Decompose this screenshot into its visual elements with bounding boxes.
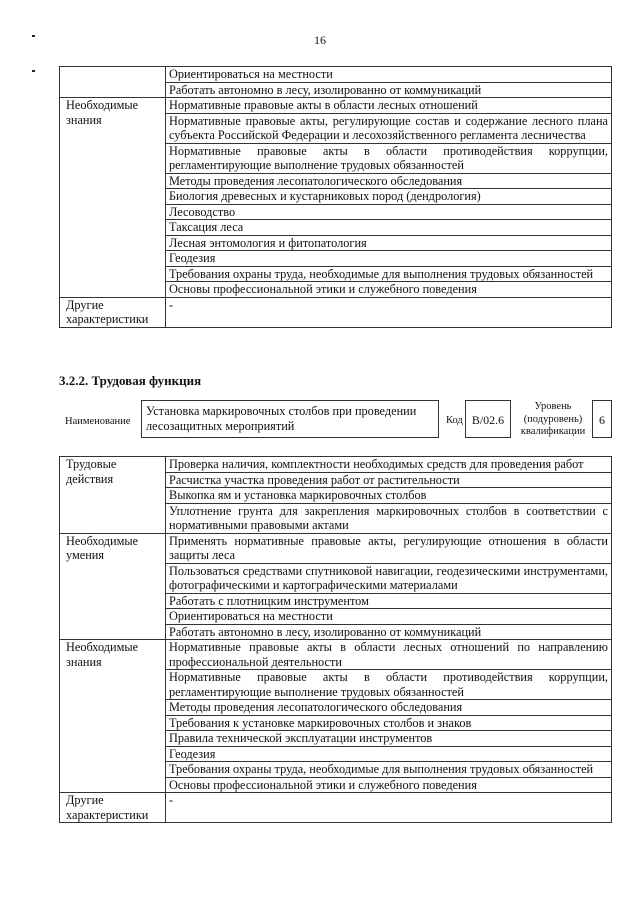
row-item: Применять нормативные правовые акты, регулирующие отношения в области защиты леса bbox=[166, 533, 612, 563]
code-label: Код bbox=[446, 415, 463, 426]
row-item: Методы проведения лесопатологического обследования bbox=[166, 173, 612, 189]
row-item: Нормативные правовые акты в области противодействия коррупции, регламентирующие выполнение трудовых обязанностей bbox=[166, 143, 612, 173]
margin-mark bbox=[32, 35, 35, 37]
row-item: Методы проведения лесопатологического обследования bbox=[166, 700, 612, 716]
function-name-box bbox=[141, 400, 439, 438]
level-value: 6 bbox=[599, 413, 605, 427]
row-item: Геодезия bbox=[166, 746, 612, 762]
table-row bbox=[60, 98, 612, 114]
row-item: Требования охраны труда, необходимые для выполнения трудовых обязанностей bbox=[166, 266, 612, 282]
row-item: Основы профессиональной этики и служебного поведения bbox=[166, 282, 612, 298]
table-row bbox=[60, 640, 612, 670]
row-label: Трудовые действия bbox=[60, 457, 166, 534]
row-item: Лесная энтомология и фитопатология bbox=[166, 235, 612, 251]
row-item: Геодезия bbox=[166, 251, 612, 267]
row-label bbox=[60, 67, 166, 98]
name-label: Наименование bbox=[65, 416, 131, 427]
row-item: Работать автономно в лесу, изолированно от коммуникаций bbox=[166, 82, 612, 98]
row-label: Необходимые умения bbox=[60, 533, 166, 640]
row-item: Требования охраны труда, необходимые для выполнения трудовых обязанностей bbox=[166, 762, 612, 778]
row-label: Необходимые знания bbox=[60, 640, 166, 793]
row-item: Ориентироваться на местности bbox=[166, 67, 612, 83]
requirements-table-2 bbox=[59, 456, 612, 823]
row-item: Биология древесных и кустарниковых пород (дендрология) bbox=[166, 189, 612, 205]
row-item: Таксация леса bbox=[166, 220, 612, 236]
table-row bbox=[60, 533, 612, 563]
row-item: Нормативные правовые акты в области лесных отношений bbox=[166, 98, 612, 114]
row-item: Правила технической эксплуатации инструментов bbox=[166, 731, 612, 747]
table-row bbox=[60, 67, 612, 83]
row-label: Другие характеристики bbox=[60, 297, 166, 327]
page-number: 16 bbox=[314, 33, 326, 47]
row-item: Проверка наличия, комплектности необходимых средств для проведения работ bbox=[166, 457, 612, 473]
table-row bbox=[60, 793, 612, 823]
row-label: Необходимые знания bbox=[60, 98, 166, 298]
row-item: - bbox=[166, 297, 612, 327]
row-item: Нормативные правовые акты в области лесных отношений по направлению профессиональной деятельности bbox=[166, 640, 612, 670]
row-item: Основы профессиональной этики и служебного поведения bbox=[166, 777, 612, 793]
row-item: Требования к установке маркировочных столбов и знаков bbox=[166, 715, 612, 731]
row-item: Пользоваться средствами спутниковой навигации, геодезическими инструментами, фотографическими и картографическими материалами bbox=[166, 563, 612, 593]
level-box bbox=[592, 400, 612, 438]
table-row bbox=[60, 457, 612, 473]
row-item: Лесоводство bbox=[166, 204, 612, 220]
section-title: 3.2.2. Трудовая функция bbox=[59, 373, 202, 388]
code-box bbox=[465, 400, 511, 438]
row-label: Другие характеристики bbox=[60, 793, 166, 823]
function-name: Установка маркировочных столбов при проведении лесозащитных мероприятий bbox=[146, 404, 417, 433]
row-item: Расчистка участка проведения работ от растительности bbox=[166, 472, 612, 488]
row-item: Ориентироваться на местности bbox=[166, 609, 612, 625]
level-label: Уровень (подуровень) квалификации bbox=[520, 401, 586, 437]
row-item: Работать с плотницким инструментом bbox=[166, 593, 612, 609]
row-item: Уплотнение грунта для закрепления маркировочных столбов в соответствии с нормативными правовыми актами bbox=[166, 503, 612, 533]
row-item: Нормативные правовые акты, регулирующие состав и содержание лесного плана субъекта Российской Федерации и лесохозяйственного регламента лесничества bbox=[166, 113, 612, 143]
function-header bbox=[59, 400, 619, 438]
row-item: - bbox=[166, 793, 612, 823]
requirements-table-1 bbox=[59, 66, 612, 328]
margin-mark bbox=[32, 70, 35, 72]
row-item: Работать автономно в лесу, изолированно от коммуникаций bbox=[166, 624, 612, 640]
row-item: Выкопка ям и установка маркировочных столбов bbox=[166, 488, 612, 504]
table-row bbox=[60, 297, 612, 327]
code-value: B/02.6 bbox=[471, 413, 505, 427]
row-item: Нормативные правовые акты в области противодействия коррупции, регламентирующие выполнение трудовых обязанностей bbox=[166, 670, 612, 700]
